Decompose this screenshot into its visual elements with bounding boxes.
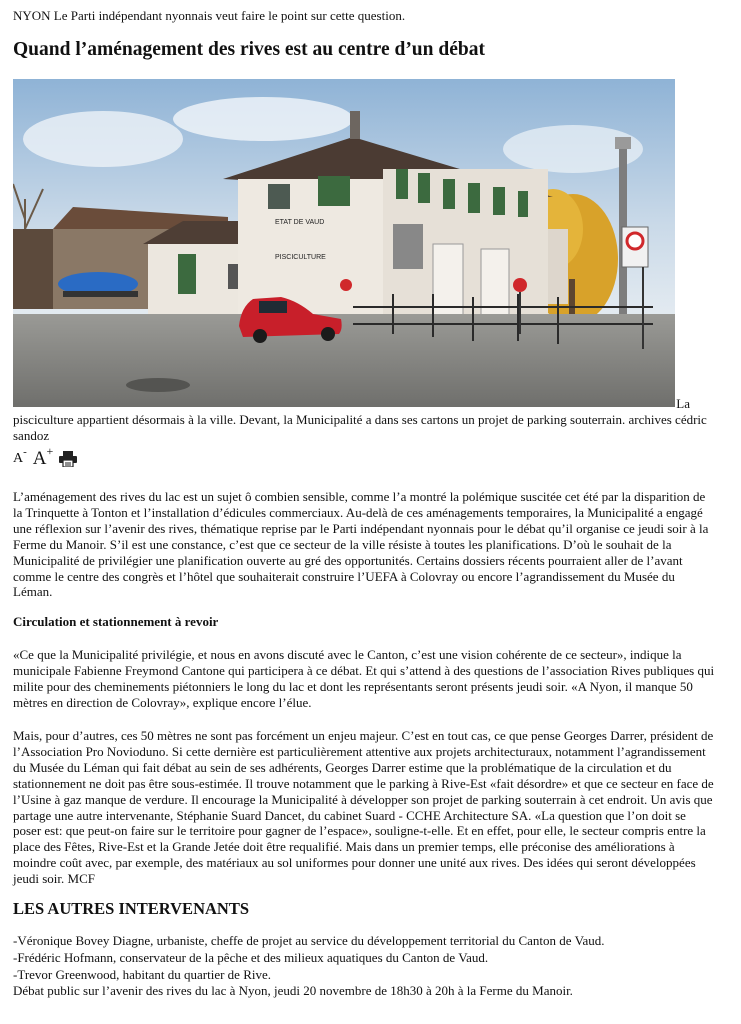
decrease-text-size-button[interactable] <box>13 446 27 467</box>
subheading-intervenants: LES AUTRES INTERVENANTS <box>13 899 249 918</box>
list-item: -Trevor Greenwood, habitant du quartier de Rive. <box>13 966 272 982</box>
article-headline: Quand l’aménagement des rives est au centre d’un débat <box>13 39 485 60</box>
photo-caption <box>13 396 717 444</box>
caption-start: La <box>676 396 690 411</box>
list-item: -Véronique Bovey Diagne, urbaniste, cheffe de projet au service du développement territorial du Canton de Vaud. <box>13 933 605 948</box>
paragraph-darrer: Mais, pour d’autres, ces 50 mètres ne sont pas forcément un enjeu majeur. C’est en tout cas, ce que pense Georges Darrer, président de l’Association Pro Novioduno. Si cette dernière est particulièrement attentive aux projets architecturaux, notamment l’agrandissement du Musée du Léman qui fait débat au sein de ses adhérents, Georges Darrer estime que la problématique de la circulation et du stationnement ne doit pas être sous-estimée. Il trouve notamment que le parking à Rive-Est «fait désordre» et que ce secteur en face de l’Usine à gaz manque de verdure. Il encourage la Municipalité à développer son projet de parking souterrain à cet endroit. Un avis que partage une autre intervenante, Stéphanie Suard Dancet, du cabinet Suard - CCHE Architecture SA. «La question que l’on doit se poser est: que peut-on faire sur le territoire pour gagner de l’espace», souligne-t-elle. Et en effet, pour elle, le secteur compris entre la place des Fêtes, Rive-Est et la Grande Jetée doit être requalifié. Mais dans un premier temps, elle préconise des améliorations à moindre coût avec, par exemple, des matériaux au sol uniformes pour donner une unité aux rives. Des idées qui seront développées jeudi soir. MCF <box>13 728 714 887</box>
event-info: Débat public sur l’avenir des rives du lac à Nyon, jeudi 20 novembre de 18h30 à 20h à la Ferme du Manoir. <box>13 983 573 999</box>
plus-icon: + <box>46 444 54 458</box>
decrease-label: A <box>13 451 24 466</box>
article-kicker: NYON Le Parti indépendant nyonnais veut faire le point sur cette question. <box>13 8 406 23</box>
increase-label: A <box>32 448 47 469</box>
list-item: -Frédéric Hofmann, conservateur de la pêche et des milieux aquatiques du Canton de Vaud. <box>13 949 489 965</box>
photo-sign-etat: ETAT DE VAUD <box>275 219 325 226</box>
print-button[interactable] <box>59 451 77 467</box>
minus-icon: - <box>23 446 27 458</box>
article-tools <box>13 444 77 470</box>
photo-sign-pisciculture: PISCICULTURE <box>275 254 326 261</box>
caption-text: pisciculture appartient désormais à la ville. Devant, la Municipalité a dans ses cartons un projet de parking souterrain. archives cédric sandoz <box>13 412 707 443</box>
printer-icon <box>59 451 77 467</box>
article-photo <box>13 79 675 407</box>
speakers-list <box>13 933 717 1000</box>
subheading-circulation: Circulation et stationnement à revoir <box>13 614 219 629</box>
paragraph-municipalite: «Ce que la Municipalité privilégie, et nous en avons discuté avec le Canton, c’est une vision cohérente de ce secteur», indique la municipale Fabienne Freymond Cantone qui participera à ce débat. Et qui s’attend à des questions de l’association Rives publiques qui milite pour des cheminements piétonniers le long du lac et dont les représentants seront présents jeudi soir. «A Nyon, il manque 50 mètres en direction de Colovray», explique encore l’élue. <box>13 647 715 710</box>
increase-text-size-button[interactable] <box>32 444 54 470</box>
paragraph-intro: L’aménagement des rives du lac est un sujet ô combien sensible, comme l’a montré la polémique suscitée cet été par la disparition de la Trinquette à Tonton et l’installation d’édicules commerciaux. Au-delà de ces aménagements temporaires, la Municipalité a engagé une réflexion sur l’avenir des rives, thématique reprise par le Parti indépendant nyonnais pour le débat qu’il organise ce jeudi soir à la Ferme du Manoir. S’il est une constance, c’est que ce secteur de la ville résiste à toutes les planifications. D’où le souhait de la Municipalité de privilégier une planification ouverte au gré des opportunités. Certains dossiers récents pourraient aller de l’avant comme le centre des congrès et l’hôtel que souhaiterait construire l’UEFA à Colovray ou encore l’agrandissement du Musée du Léman. <box>13 489 709 600</box>
